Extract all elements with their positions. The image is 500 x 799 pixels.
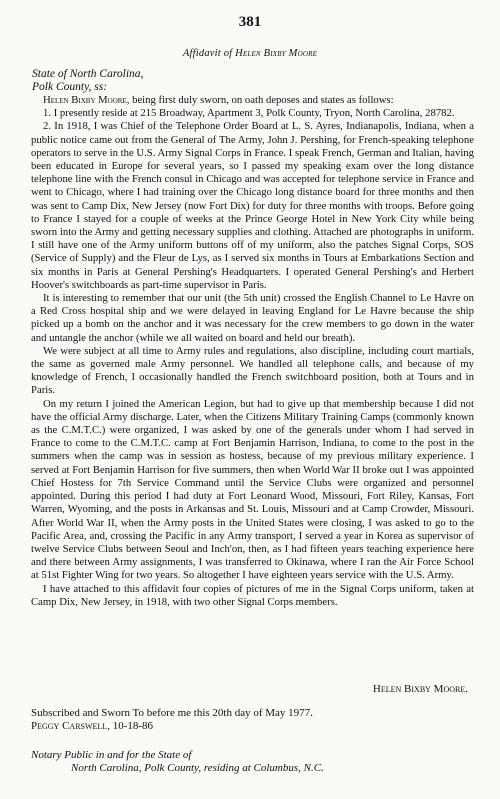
affidavit-body xyxy=(31,94,474,609)
notary-signature-line xyxy=(31,720,313,733)
notary-line-2: North Carolina, Polk County, residing at Columbus, N.C. xyxy=(71,762,324,774)
page-number: 381 xyxy=(238,14,262,30)
paragraph-residence: 1. I presently reside at 215 Broadway, Apartment 3, Polk County, Tryon, North Carolina, 28782. xyxy=(43,107,455,120)
venue-state: State of North Carolina, xyxy=(32,68,144,80)
affidavit-title xyxy=(0,48,500,59)
paragraph-crossing: It is interesting to remember that our unit (the 5th unit) crossed the English Channel to Le Havre on a Red Cross hospital ship and we were delayed in leaving England for Le Havre because the ship picked up a bomb on the anchor and it was necessary for the crew members to go down in the water and untangle the anchor (while we all waited on board and held our breath). xyxy=(31,292,474,344)
venue-block xyxy=(32,68,143,94)
paragraph-discipline: We were subject at all time to Army rules and regulations, also discipline, including court martials, the same as governed male Army personnel. We handled all telephone calls, and because of my knowledge of French, I occasionally handled the French switchboard position, both at Tours and in Paris. xyxy=(31,344,474,397)
notary-commission-date: , 10-18-86 xyxy=(107,720,154,732)
notary-name: Peggy Carswell xyxy=(31,720,108,732)
venue-county: Polk County, ss: xyxy=(32,81,108,93)
paragraph-later-service: On my return I joined the American Legion, but had to give up that membership because I did not have the official Army discharge. Later, when the Citizens Military Training Camps (commonly known as the C.M.T.C.) were organized, I was asked by one of the generals under whom I had served in France to come to the C.M.T.C. camp at Fort Benjamin Harrison, Indiana, to come to the post in the summers when the camp was in session as hostess, because of my previous military experience. I served at Fort Benjamin Harrison for five summers, then when World War II broke out I was appointed Chief Hostess for 7th Service Command until the Service Clubs were organized and personnel appointed. During this period I had duty at Fort Leonard Wood, Missouri, Fort Riley, Kansas, Fort Warren, Wyoming, and the posts in Arkansas and St. Louis, Missouri and at Camp Crowder, Missouri. After World War II, when the Army posts in the United States were closing, I was asked to go to the Pacific Area, and, crossing the Pacific in any Army transport, I served a year in Korea as supervisor of twelve Service Clubs between Seoul and Inch'on, then, as I had fifteen years teaching experience here and there between Army assignments, I was transferred to Okinawa, where I ran the Air Force School at 51st Fighter Wing for two years. So altogether I have eighteen years service with the U.S. Army. xyxy=(31,397,474,582)
title-prefix: Affidavit of xyxy=(182,48,233,59)
opening-paragraph xyxy=(31,94,474,107)
paragraph-service: 2. In 1918, I was Chief of the Telephone Order Board at L. S. Ayres, Indianapolis, Indiana, when a public notice came out from the General of The Army, John J. Pershing, for French-speaking telephone operators to serve in the U.S. Army Signal Corps in France. I speak French, German and Italian, having been educated in Europe for several years, so I passed my speaking exam over the long distance telephone line with the French consul in Chicago and was accepted for telephone service in France and went to Chicago, where I had training over the Chicago long distance board for three months and then was sent to Camp Dix, New Jersey (now Fort Dix) for duty for three months with troops. Before going to France I stayed for a couple of weeks at the Prince George Hotel in New York City while being sworn into the Army and getting necessary supplies and clothing. Attached are photographs in uniform. I still have one of the Army uniform buttons off of my uniform, also the patches Signal Corps, SOS (Service of Supply) and the Fleur de Lys, as I served six months in Tours at Embarkations Section and six months in Paris at General Pershing's Headquarters. I operated General Pershing's and Herbert Hoover's switchboards as part-time supervisor in Paris. xyxy=(31,120,474,291)
affiant-signature: Helen Bixby Moore. xyxy=(372,683,468,695)
affiant-name: Helen Bixby Moore xyxy=(43,94,127,106)
subscribed-block xyxy=(31,707,313,733)
subscribed-line: Subscribed and Sworn To before me this 20th day of May 1977. xyxy=(31,707,313,719)
paragraph-attachments: I have attached to this affidavit four copies of pictures of me in the Signal Corps uniform, taken at Camp Dix, New Jersey, in 1918, with two other Signal Corps members. xyxy=(31,582,474,608)
opening-text: , being first duly sworn, on oath deposes and states as follows: xyxy=(126,94,394,106)
notary-line-1: Notary Public in and for the State of xyxy=(31,749,192,761)
title-name: Helen Bixby Moore xyxy=(235,48,318,59)
notary-block xyxy=(31,749,324,775)
